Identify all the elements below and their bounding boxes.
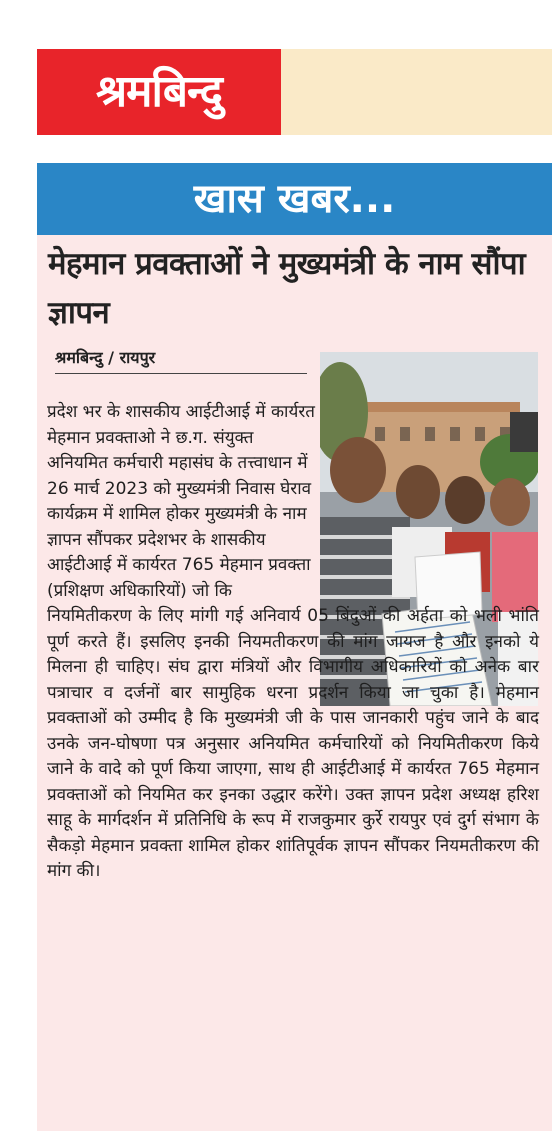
article-body: [47, 400, 539, 885]
article-headline: मेहमान प्रवक्ताओं ने मुख्यमंत्री के नाम सौंपा ज्ञापन: [48, 246, 526, 331]
brand-logo: श्रमबिन्दु: [37, 49, 281, 135]
article-byline: श्रमबिन्दु / रायपुर: [55, 347, 307, 374]
article-body-rest: नियमितीकरण के लिए मांगी गई अनिवार्य 05 बिंदुओं की अर्हता को भली भांति पूर्ण करते हैं। इसलिए इनकी नियमतीकरण की मांग जायज है और इनको ये मिलना ही चाहिए। संघ द्वारा मंत्रियों और विभागीय अधिकारियों को अनेक बार पत्राचार व दर्जनों बार सामुहिक धरना प्रदर्शन किया जा चुका है। मेहमान प्रवक्ताओं को उम्मीद है कि मुख्यमंत्री जी के पास जानकारी पहुंच जाने के बाद उनके जन-घोषणा पत्र अनुसार अनियमित कर्मचारियों को नियमितीकरण किये जाने के वादे को पूर्ण किया जाएगा, साथ ही आईटीआई में कार्यरत 765 मेहमान प्रवक्ताओं को नियमित कर इनका उद्धार करेंगे। उक्त ज्ञापन प्रदेश अध्यक्ष हरिश साहू के मार्गदर्शन में प्रतिनिधि के रूप में राजकुमार कुर्रे रायपुर एवं दुर्ग संभाग के सैकड़ो मेहमान प्रवक्ता शामिल होकर शांतिपूर्वक ज्ञापन सौंपकर नियमतीकरण की मांग की।: [47, 606, 539, 881]
article-body-top: प्रदेश भर के शासकीय आईटीआई में कार्यरत मेहमान प्रवक्ताओ ने छ.ग. संयुक्त अनियमित कर्मचारी महासंघ के तत्त्वाधान में 26 मार्च 2023 को मुख्यमंत्री निवास घेराव कार्यक्रम में शामिल होकर मुख्यमंत्री के नाम ज्ञापन सौंपकर प्रदेशभर के शासकीय आईटीआई में कार्यरत 765 मेहमान प्रवक्ता (प्रशिक्षण अधिकारियों) जो कि: [47, 402, 315, 601]
section-header: खास खबर...: [37, 163, 552, 235]
